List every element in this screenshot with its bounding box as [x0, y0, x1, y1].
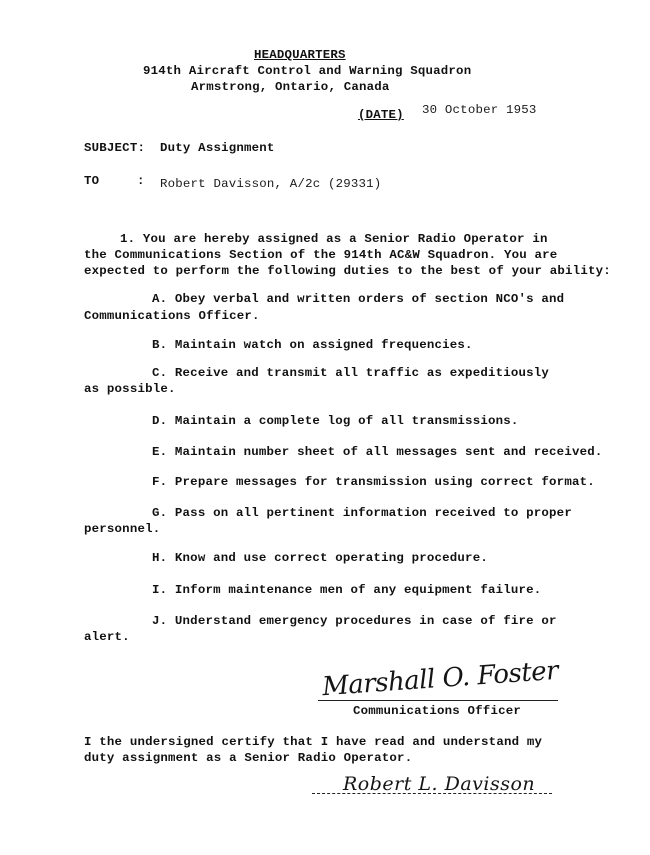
duty-g-line-1: G. Pass on all pertinent information received to proper: [152, 506, 572, 520]
subject-label: SUBJECT:: [84, 141, 146, 155]
officer-signature: Marshall O. Foster: [321, 655, 560, 703]
duty-b: B. Maintain watch on assigned frequencies.: [152, 338, 473, 352]
duty-c-line-1: C. Receive and transmit all traffic as expeditiously: [152, 366, 550, 380]
certification-line-1: I the undersigned certify that I have read and understand my: [84, 735, 543, 749]
duty-e: E. Maintain number sheet of all messages sent and received.: [152, 445, 603, 459]
officer-title: Communications Officer: [353, 704, 521, 718]
officer-signature-line: [318, 700, 558, 701]
recipient-signature-line: [312, 793, 552, 794]
duty-a-line-2: Communications Officer.: [84, 309, 260, 323]
header-title: HEADQUARTERS: [254, 48, 346, 62]
subject-value: Duty Assignment: [160, 141, 275, 155]
duty-d: D. Maintain a complete log of all transmissions.: [152, 414, 519, 428]
duty-j-line-1: J. Understand emergency procedures in case of fire or: [152, 614, 557, 628]
duty-i: I. Inform maintenance men of any equipment failure.: [152, 583, 542, 597]
header-location: Armstrong, Ontario, Canada: [191, 80, 390, 94]
intro-line-2: the Communications Section of the 914th AC&W Squadron. You are: [84, 248, 558, 262]
intro-line-3: expected to perform the following duties to the best of your ability:: [84, 264, 611, 278]
date-label: (DATE): [358, 108, 404, 122]
recipient-signature: Robert L. Davisson: [343, 773, 536, 795]
to-recipient: Robert Davisson, A/2c (29331): [160, 177, 382, 191]
to-colon: :: [137, 174, 145, 188]
duty-f: F. Prepare messages for transmission using correct format.: [152, 475, 595, 489]
duty-h: H. Know and use correct operating procedure.: [152, 551, 488, 565]
duty-g-line-2: personnel.: [84, 522, 161, 536]
certification-line-2: duty assignment as a Senior Radio Operator.: [84, 751, 413, 765]
duty-a-line-1: A. Obey verbal and written orders of section NCO's and: [152, 292, 565, 306]
to-label: TO: [84, 174, 100, 188]
intro-line-1: 1. You are hereby assigned as a Senior Radio Operator in: [120, 232, 548, 246]
duty-c-line-2: as possible.: [84, 382, 176, 396]
header-squadron: 914th Aircraft Control and Warning Squadron: [143, 64, 472, 78]
date-value: 30 October 1953: [422, 103, 537, 117]
duty-j-line-2: alert.: [84, 630, 130, 644]
